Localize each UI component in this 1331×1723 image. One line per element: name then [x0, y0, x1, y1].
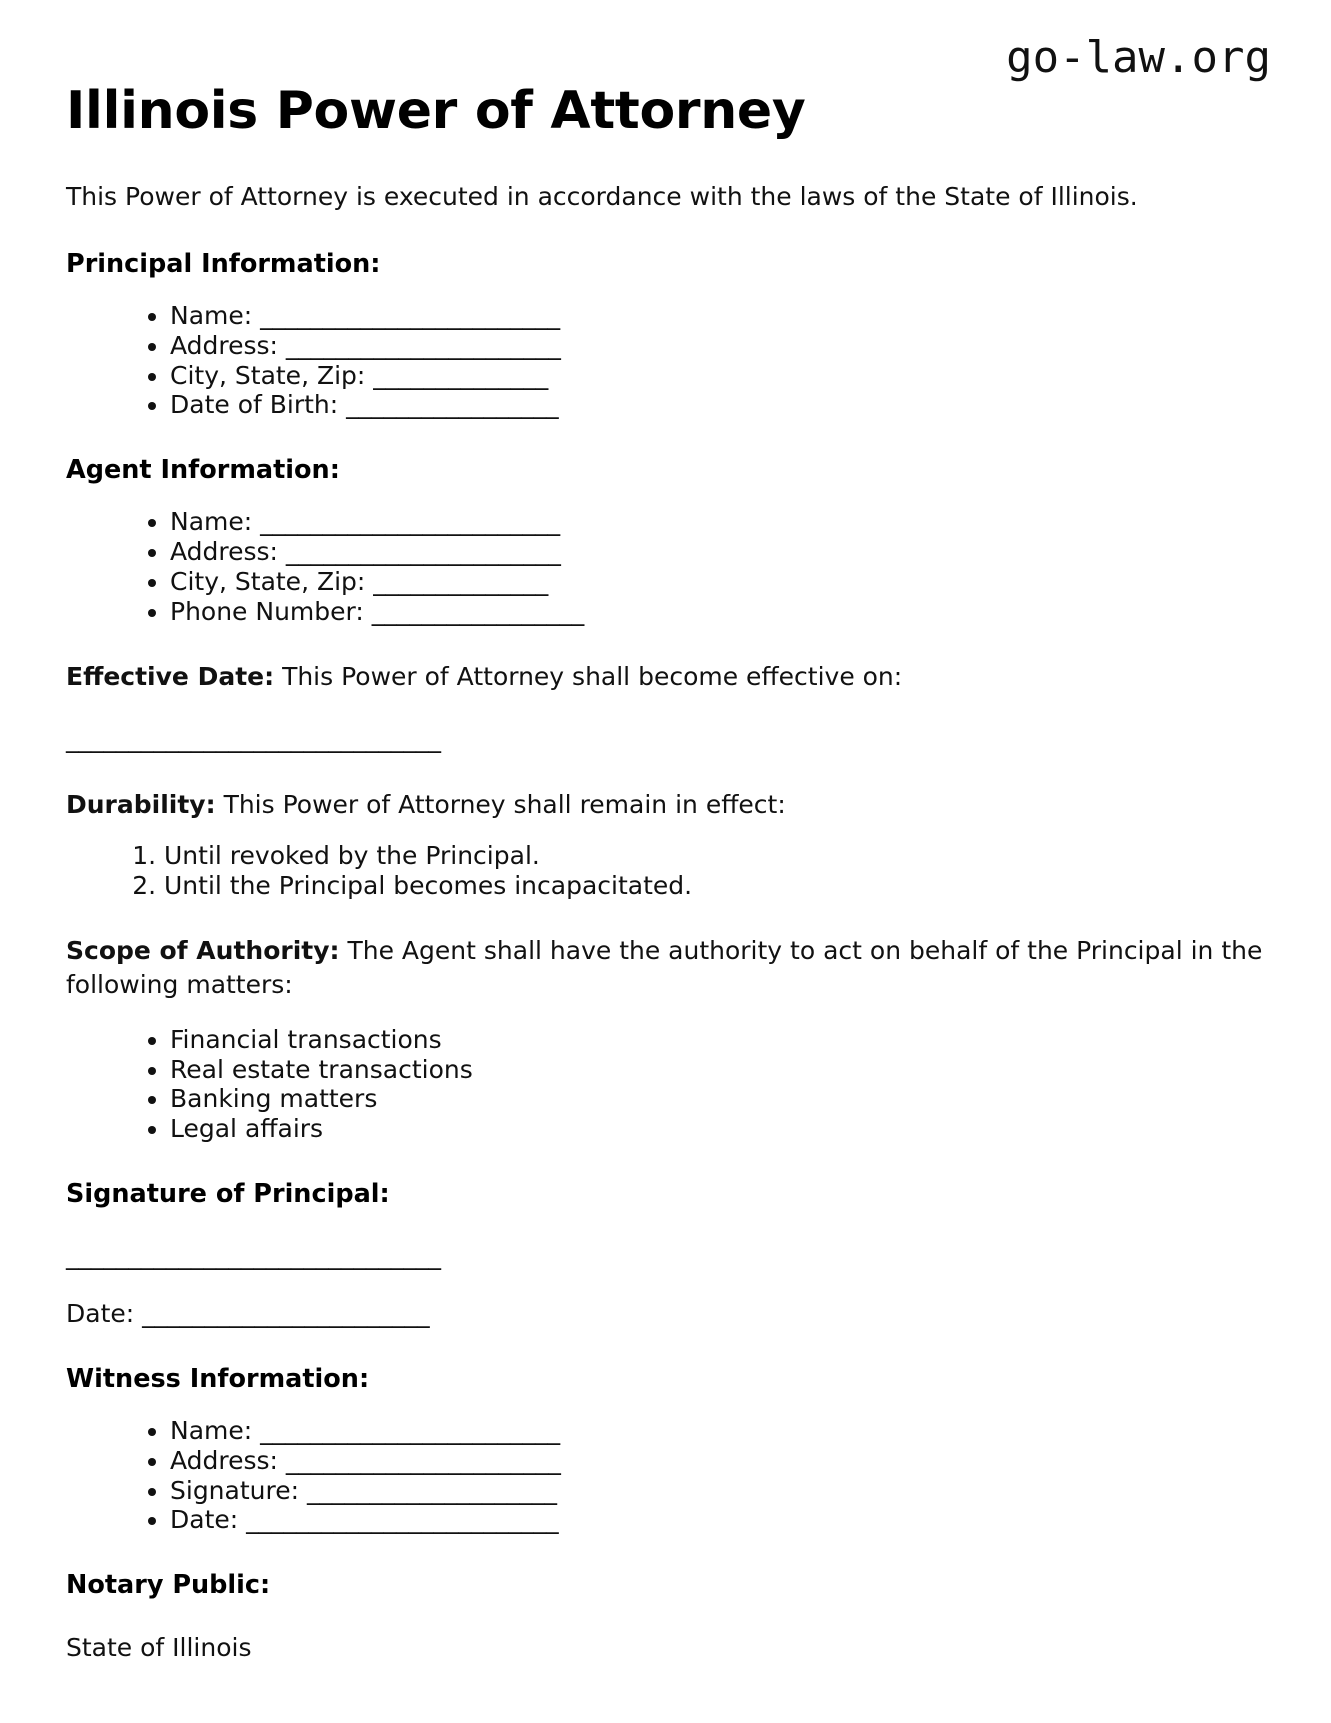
list-item	[170, 301, 1265, 331]
list-item	[170, 361, 1265, 391]
witness-address-field: Address: ______________________	[170, 1445, 561, 1475]
principal-date-of-birth-field: Date of Birth: _________________	[170, 390, 559, 420]
list-item	[170, 1505, 1265, 1535]
scope-of-authority-paragraph	[66, 900, 1265, 1001]
list-item	[170, 1446, 1265, 1476]
list-item: • Legal affairs	[170, 1114, 1265, 1144]
principal-signature-blank-line: ______________________________	[66, 1240, 441, 1270]
principal-city-state-zip-field: City, State, Zip: ______________	[170, 360, 549, 390]
agent-city-state-zip-field: City, State, Zip: ______________	[170, 566, 549, 596]
list-item: • Financial transactions	[170, 1025, 1265, 1055]
agent-address-field: Address: ______________________	[170, 537, 561, 567]
list-item: • Banking matters	[170, 1084, 1265, 1114]
agent-field-list	[66, 487, 1265, 626]
list-item	[170, 1476, 1265, 1506]
principal-signature-date-field: Date: _______________________	[66, 1298, 430, 1328]
effective-date-text: This Power of Attorney shall become effective on:	[282, 662, 903, 692]
durability-clause-list	[66, 821, 1265, 901]
list-item	[170, 567, 1265, 597]
list-item	[170, 390, 1265, 420]
scope-of-authority-text: The Agent shall have the authority to act on behalf of the Principal in the following matters:	[66, 936, 1263, 999]
list-item: 2. Until the Principal becomes incapacitated.	[164, 871, 1265, 901]
witness-signature-field: Signature: ____________________	[170, 1475, 557, 1505]
list-item	[170, 1416, 1265, 1446]
list-item: • Real estate transactions	[170, 1055, 1265, 1085]
durability-label: Durability:	[66, 789, 216, 819]
effective-date-blank-line: ______________________________	[66, 723, 441, 753]
list-item	[170, 331, 1265, 361]
notary-state-text: State of Illinois	[66, 1633, 252, 1663]
list-item	[170, 597, 1265, 627]
effective-date-paragraph	[66, 626, 1265, 693]
durability-paragraph	[66, 754, 1265, 821]
effective-date-label: Effective Date:	[66, 662, 275, 692]
site-brand-watermark: go-law.org	[1006, 32, 1271, 83]
scope-of-authority-label: Scope of Authority:	[66, 936, 340, 966]
principal-address-field: Address: ______________________	[170, 330, 561, 360]
principal-field-list	[66, 281, 1265, 420]
witness-information-heading: Witness Information:	[66, 1363, 370, 1394]
agent-phone-number-field: Phone Number: _________________	[170, 596, 585, 626]
witness-name-field: Name: ________________________	[170, 1416, 561, 1446]
page-title: Illinois Power of Attorney	[66, 81, 806, 141]
list-item	[170, 537, 1265, 567]
witness-date-field: Date: _________________________	[170, 1505, 559, 1535]
notary-public-heading: Notary Public:	[66, 1570, 271, 1601]
agent-name-field: Name: ________________________	[170, 507, 561, 537]
witness-field-list	[66, 1396, 1265, 1535]
durability-text: This Power of Attorney shall remain in effect:	[223, 789, 786, 819]
scope-of-authority-list	[66, 1001, 1265, 1144]
agent-information-heading: Agent Information:	[66, 455, 340, 486]
list-item: 1. Until revoked by the Principal.	[164, 841, 1265, 871]
list-item	[170, 507, 1265, 537]
intro-paragraph: This Power of Attorney is executed in accordance with the laws of the State of Illinois.	[66, 182, 1138, 212]
principal-name-field: Name: ________________________	[170, 301, 561, 331]
principal-information-heading: Principal Information:	[66, 248, 381, 279]
signature-of-principal-heading: Signature of Principal:	[66, 1178, 390, 1209]
